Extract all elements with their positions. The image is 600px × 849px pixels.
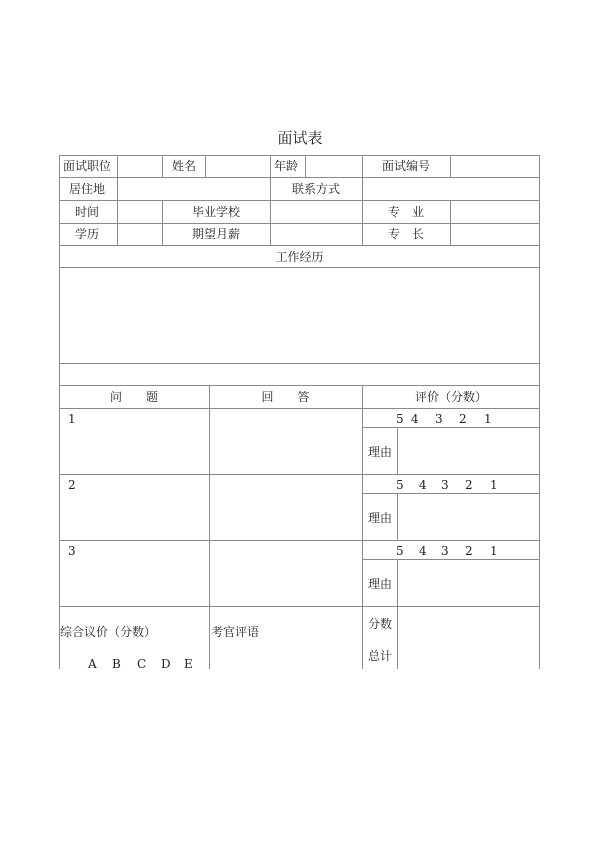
interview-number-label: 面试编号 xyxy=(381,159,430,173)
reason-label: 理由 xyxy=(368,577,393,591)
work-experience-label: 工作经历 xyxy=(275,250,324,264)
residence-label: 居住地 xyxy=(69,182,106,196)
score-1: 1 xyxy=(490,478,498,492)
rating-header: 评价（分数） xyxy=(414,390,487,404)
page-title: 面试表 xyxy=(277,129,323,147)
grade-a: A xyxy=(88,657,97,671)
grade-b: B xyxy=(112,657,121,671)
score-4: 4 xyxy=(411,412,419,426)
question-header: 问 题 xyxy=(109,390,158,404)
question-number: 2 xyxy=(68,478,76,492)
specialty-label: 专 长 xyxy=(387,227,424,241)
time-label: 时间 xyxy=(75,205,100,219)
score-2: 2 xyxy=(459,412,467,426)
examiner-comment-label: 考官评语 xyxy=(211,625,260,639)
score-3: 3 xyxy=(441,544,449,558)
score-5: 5 xyxy=(396,412,404,426)
overall-rating-label: 综合议价（分数） xyxy=(60,625,157,639)
score-4: 4 xyxy=(419,478,427,492)
score-1: 1 xyxy=(490,544,498,558)
score-5: 5 xyxy=(396,544,404,558)
score-4: 4 xyxy=(419,544,427,558)
position-label: 面试职位 xyxy=(63,159,112,173)
age-label: 年龄 xyxy=(274,159,299,173)
name-label: 姓名 xyxy=(172,159,197,173)
grade-d: D xyxy=(161,657,171,671)
answer-header: 回 答 xyxy=(261,390,310,404)
score-3: 3 xyxy=(435,412,443,426)
score-3: 3 xyxy=(441,478,449,492)
score-2: 2 xyxy=(465,478,473,492)
grade-e: E xyxy=(184,657,193,671)
major-label: 专 业 xyxy=(387,205,424,219)
question-number: 1 xyxy=(68,412,76,426)
contact-label: 联系方式 xyxy=(291,182,340,196)
school-label: 毕业学校 xyxy=(191,205,240,219)
education-label: 学历 xyxy=(75,227,100,241)
interview-form-table xyxy=(59,155,540,669)
grade-c: C xyxy=(137,657,147,671)
salary-label: 期望月薪 xyxy=(191,227,240,241)
score-1: 1 xyxy=(484,412,492,426)
total-label: 总计 xyxy=(368,649,393,663)
score-5: 5 xyxy=(396,478,404,492)
score-2: 2 xyxy=(465,544,473,558)
reason-label: 理由 xyxy=(368,511,393,525)
question-number: 3 xyxy=(68,544,76,558)
score-label: 分数 xyxy=(368,617,393,631)
reason-label: 理由 xyxy=(368,445,393,459)
